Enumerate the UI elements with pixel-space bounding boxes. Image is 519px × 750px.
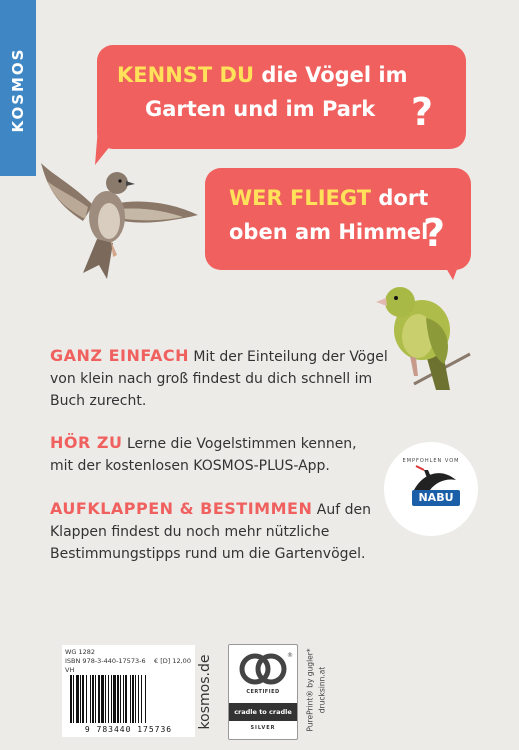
- bubble-1-line-1-rest: die Vögel im: [261, 63, 408, 87]
- section-2-line-2: mit der kostenlosen KOSMOS-PLUS-App.: [50, 458, 330, 474]
- publisher-logo-text: KOSMOS: [9, 47, 27, 133]
- spine-band: [0, 0, 36, 176]
- cradle-to-cradle-logo: [228, 644, 298, 740]
- section-2-line-1: Lerne die Vogelstimmen kennen,: [126, 436, 357, 452]
- bubble-2-line-2: oben am Himmel: [229, 220, 429, 244]
- flying-sparrow-illustration: [33, 155, 203, 285]
- bubble-2-line-1-rest: dort: [378, 186, 429, 210]
- wg-number: WG 1282: [65, 648, 96, 656]
- isbn-text: ISBN 978-3-440-17573-6: [65, 657, 146, 665]
- bubble-2-question-mark: ?: [423, 211, 446, 255]
- stork-icon: [384, 442, 478, 536]
- printer-line-2: drucksinn.at: [317, 666, 327, 714]
- section-3-line-3: Bestimmungstipps rund um die Gartenvögel.: [50, 546, 366, 562]
- svg-text:®: ®: [287, 652, 293, 659]
- bubble-2-line-1: [229, 188, 428, 209]
- section-ganz-einfach: [50, 345, 470, 412]
- nabu-recommended-text: EMPFOHLEN VOM: [402, 458, 460, 464]
- c2c-mark-icon: [229, 647, 297, 691]
- bubble-1-line-1: [117, 65, 408, 86]
- section-3-line-2: Klappen findest du noch mehr nützliche: [50, 524, 330, 540]
- section-3-heading: AUFKLAPPEN & BESTIMMEN: [50, 499, 313, 518]
- nabu-label: NABU: [412, 490, 460, 506]
- website-url[interactable]: kosmos.de: [197, 654, 213, 730]
- c2c-brand-text: cradle to cradle: [229, 703, 297, 721]
- speech-bubble-2: [205, 168, 471, 270]
- c2c-level-text: SILVER: [250, 725, 276, 731]
- bubble-1-line-2: Garten und im Park: [145, 97, 376, 121]
- section-2-heading: HÖR ZU: [50, 433, 123, 452]
- barcode-icon: [62, 675, 195, 725]
- barcode-block: [62, 645, 195, 737]
- bubble-1-keyword: KENNST DU: [117, 63, 255, 87]
- section-1-line-1: Mit der Einteilung der Vögel: [193, 349, 388, 365]
- section-1-line-2: von klein nach groß findest du dich schnell im: [50, 371, 373, 387]
- vh-text: VH: [65, 666, 75, 674]
- nabu-recommendation-badge: [384, 442, 478, 536]
- section-1-heading: GANZ EINFACH: [50, 346, 189, 365]
- bubble-1-question-mark: ?: [411, 90, 434, 134]
- printer-line-1: PurePrint® by gugler*: [305, 648, 315, 732]
- section-1-line-3: Buch zurecht.: [50, 393, 147, 409]
- bubble-2-keyword: WER FLIEGT: [229, 186, 372, 210]
- speech-bubble-1: [97, 45, 466, 149]
- barcode-digits: 9 783440 175736: [84, 725, 173, 734]
- c2c-certified-text: CERTIFIED: [246, 689, 280, 695]
- price-text: € [D] 12,00: [154, 657, 191, 665]
- section-3-line-1: Auf den: [316, 502, 371, 518]
- printer-info: [304, 640, 330, 740]
